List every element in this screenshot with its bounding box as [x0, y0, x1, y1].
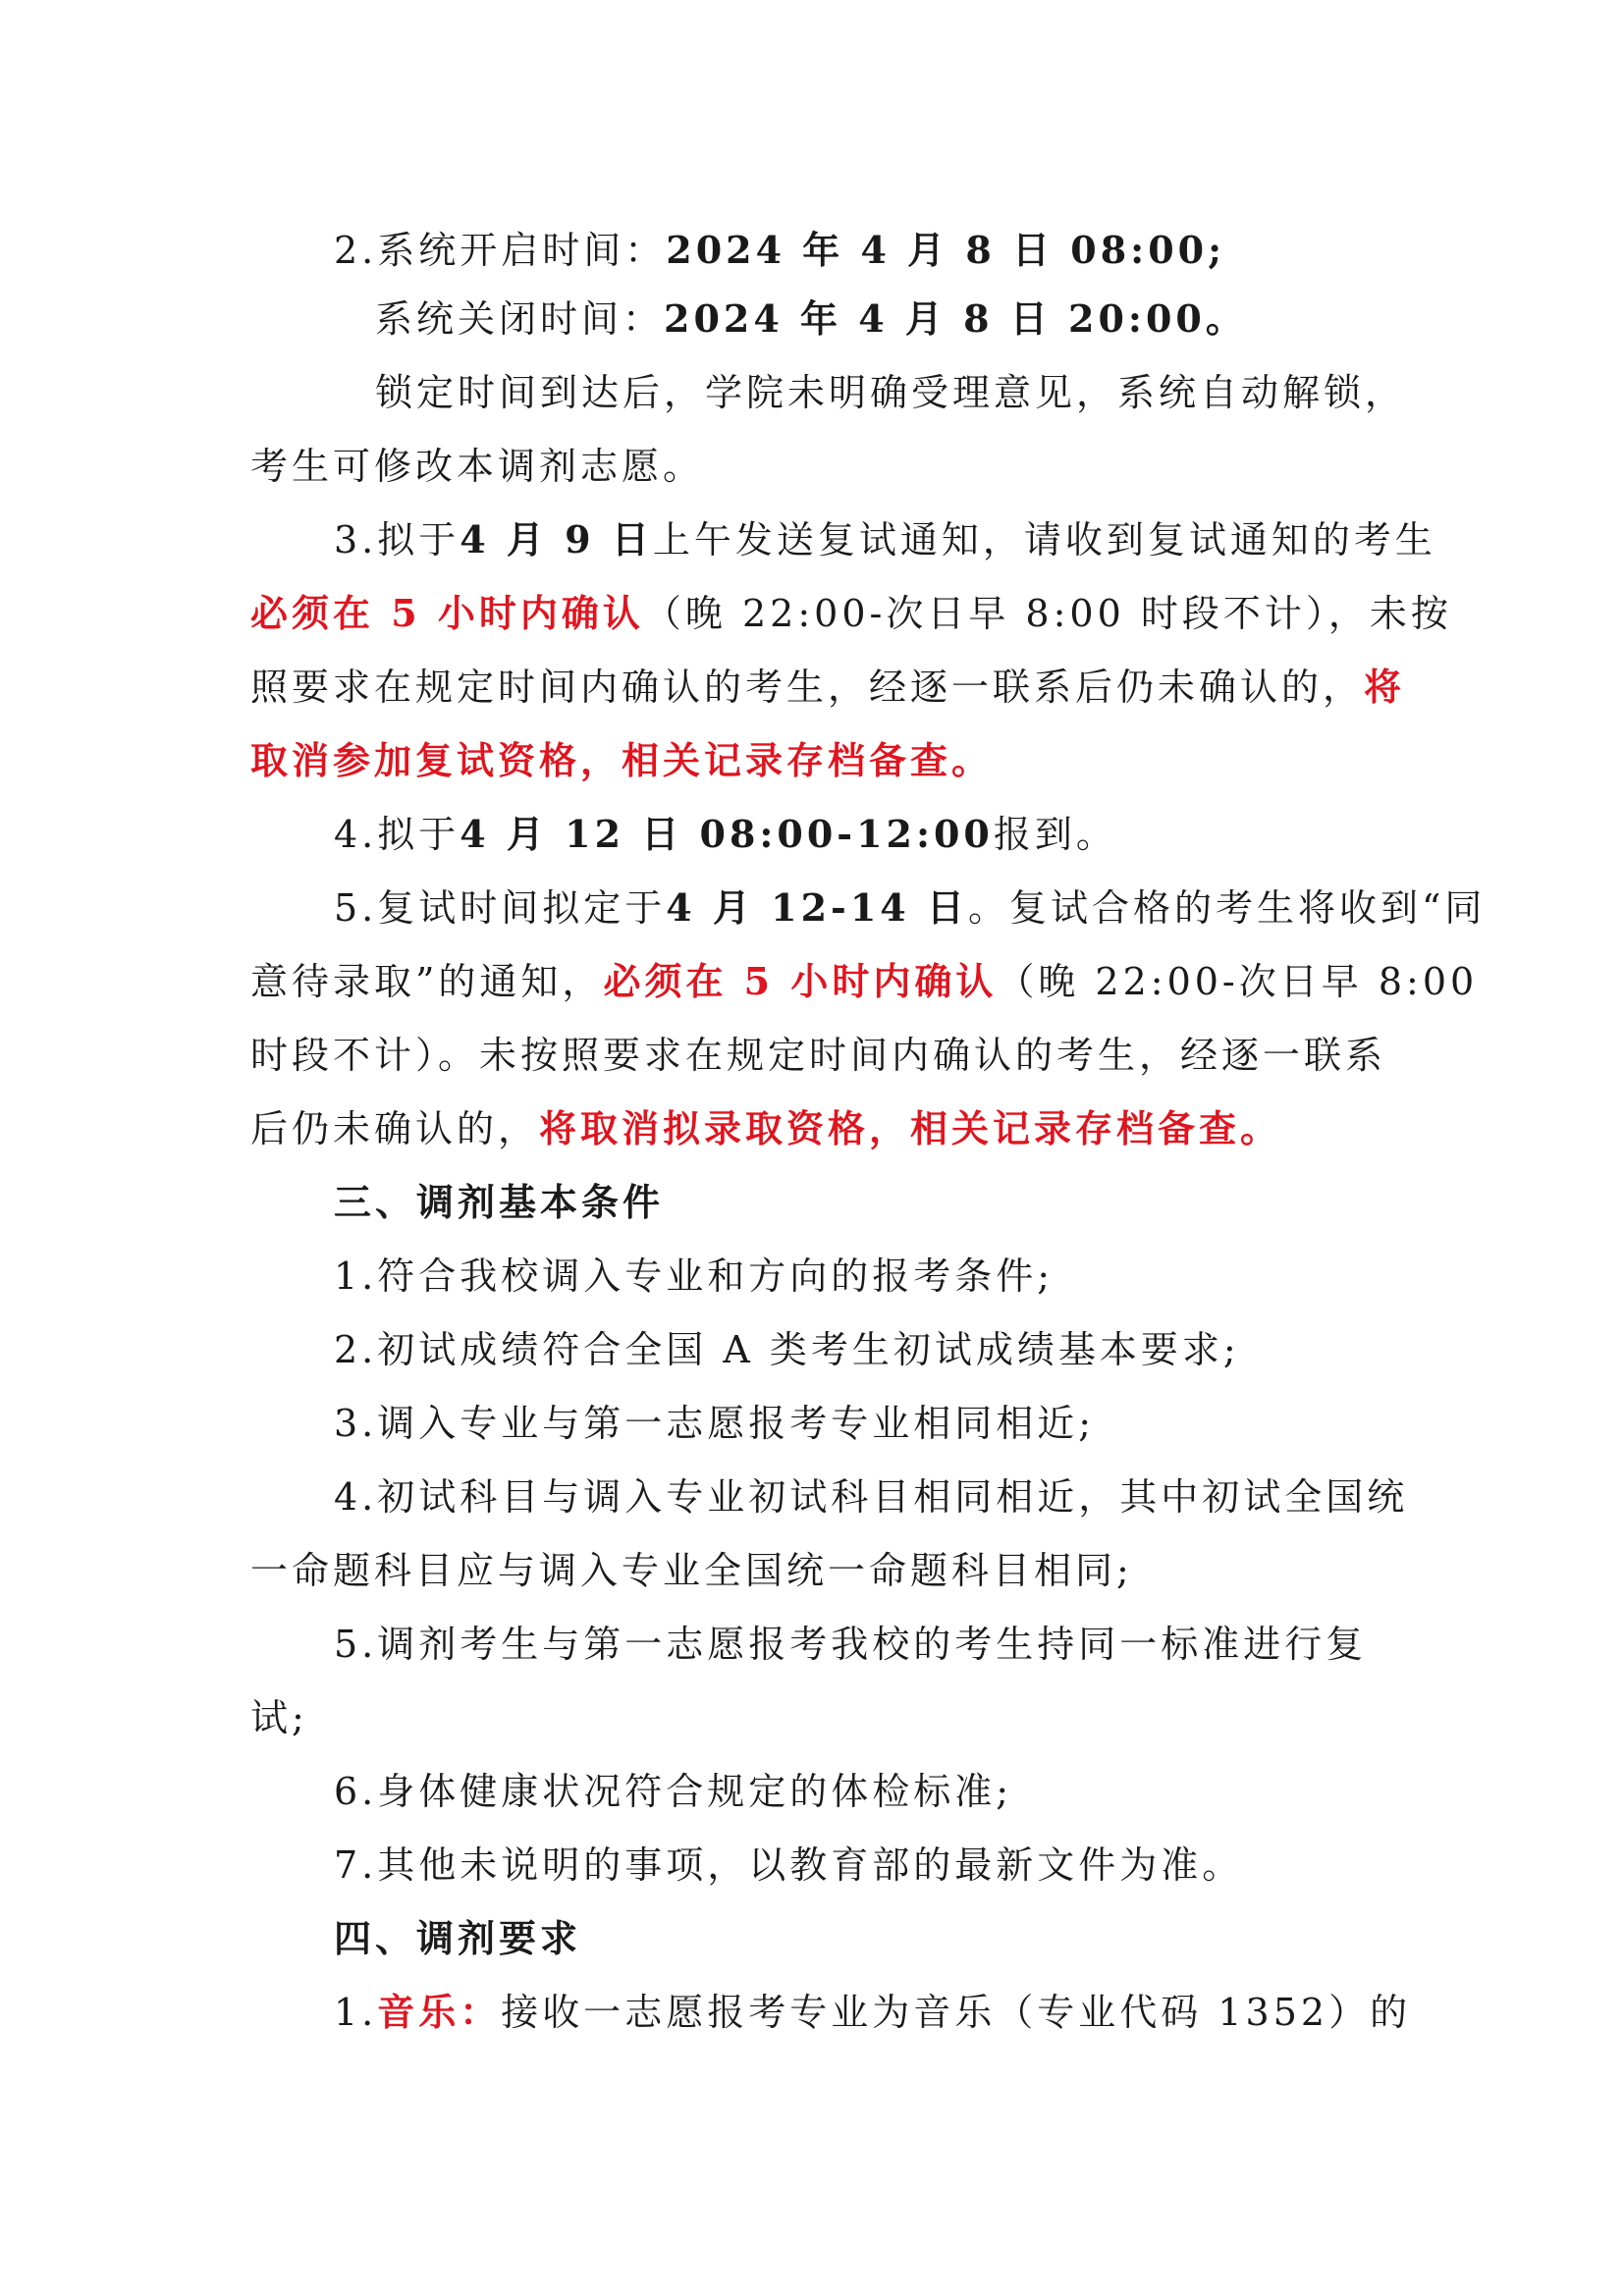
item3-confirm-warning: 必须在 5 小时内确认 — [250, 591, 644, 635]
system-close-value: 2024 年 4 月 8 日 20:00。 — [664, 296, 1247, 341]
item3-red-start: 将 — [1364, 665, 1406, 709]
item5-text-2: 意待录取”的通知， — [250, 960, 604, 1003]
requirement-1-text: 接收一志愿报考专业为音乐（专业代码 1352）的 — [501, 1991, 1412, 2034]
item3-text-2: 照要求在规定时间内确认的考生，经逐一联系后仍未确认的， — [250, 666, 1365, 709]
section3-heading: 三、调剂基本条件 — [334, 1180, 665, 1224]
system-close-label: 系统关闭时间： — [375, 297, 665, 341]
item3-line-3 — [250, 658, 1406, 717]
condition-6: 6.身体健康状况符合规定的体检标准; — [334, 1770, 1013, 1813]
system-open-time-line — [334, 221, 1463, 280]
item3-text: 上午发送复试通知，请收到复试通知的考生 — [652, 518, 1436, 561]
item4-prefix: 4.拟于 — [334, 813, 460, 856]
item5-line-1 — [334, 879, 1487, 937]
system-close-time-line — [375, 290, 1504, 348]
condition-7: 7.其他未说明的事项，以教育部的最新文件为准。 — [334, 1843, 1244, 1887]
item3-time-note: （晚 22:00-次日早 8:00 时段不计），未按 — [643, 592, 1452, 635]
requirement-1-number: 1. — [334, 1991, 378, 2034]
item5-time-note: （晚 22:00-次日早 8:00 — [997, 960, 1479, 1003]
system-open-value: 2024 年 4 月 8 日 08:00; — [666, 228, 1226, 272]
item4-datetime: 4 月 12 日 08:00-12:00 — [460, 812, 994, 856]
item5-prefix: 5.复试时间拟定于 — [334, 886, 667, 930]
item3-line-1 — [334, 510, 1463, 569]
item3-line-4 — [250, 731, 1380, 790]
requirement-1-line — [334, 1983, 1463, 2042]
lock-paragraph-line-2: 考生可修改本调剂志愿。 — [250, 445, 705, 488]
item5-cancel-warning: 将取消拟录取资格，相关记录存档备查。 — [539, 1106, 1282, 1150]
lock-paragraph-line-1: 锁定时间到达后，学院未明确受理意见，系统自动解锁， — [375, 371, 1407, 414]
item3-prefix: 3.拟于 — [334, 518, 460, 561]
item3-date: 4 月 9 日 — [460, 517, 653, 561]
requirement-1-major: 音乐： — [377, 1990, 502, 2034]
item5-line-2 — [250, 952, 1479, 1011]
condition-3: 3.调入专业与第一志愿报考专业相同相近; — [334, 1402, 1096, 1445]
item5-confirm-warning: 必须在 5 小时内确认 — [603, 959, 998, 1003]
item5-line-3: 时段不计）。未按照要求在规定时间内确认的考生，经逐一联系 — [250, 1034, 1387, 1077]
condition-1: 1.符合我校调入专业和方向的报考条件; — [334, 1255, 1055, 1298]
item5-text-4: 后仍未确认的， — [250, 1107, 540, 1150]
item4-suffix: 报到。 — [993, 813, 1117, 856]
system-open-label: 2.系统开启时间： — [334, 229, 667, 272]
condition-2: 2.初试成绩符合全国 A 类考生初试成绩基本要求; — [334, 1328, 1240, 1371]
item4-line — [334, 805, 1463, 864]
item5-text: 。复试合格的考生将收到“同 — [967, 886, 1487, 930]
condition-4-line-1: 4.初试科目与调入专业初试科目相同相近，其中初试全国统 — [334, 1475, 1409, 1519]
item3-line-2 — [250, 584, 1452, 643]
item5-dates: 4 月 12-14 日 — [666, 885, 968, 930]
condition-5-line-2: 试; — [250, 1696, 308, 1739]
condition-5-line-1: 5.调剂考生与第一志愿报考我校的考生持同一标准进行复 — [334, 1623, 1368, 1666]
condition-4-line-2: 一命题科目应与调入专业全国统一命题科目相同; — [250, 1549, 1133, 1592]
item3-cancel-warning: 取消参加复试资格，相关记录存档备查。 — [250, 738, 994, 782]
item5-line-4 — [250, 1099, 1380, 1158]
section4-heading: 四、调剂要求 — [334, 1916, 582, 1960]
